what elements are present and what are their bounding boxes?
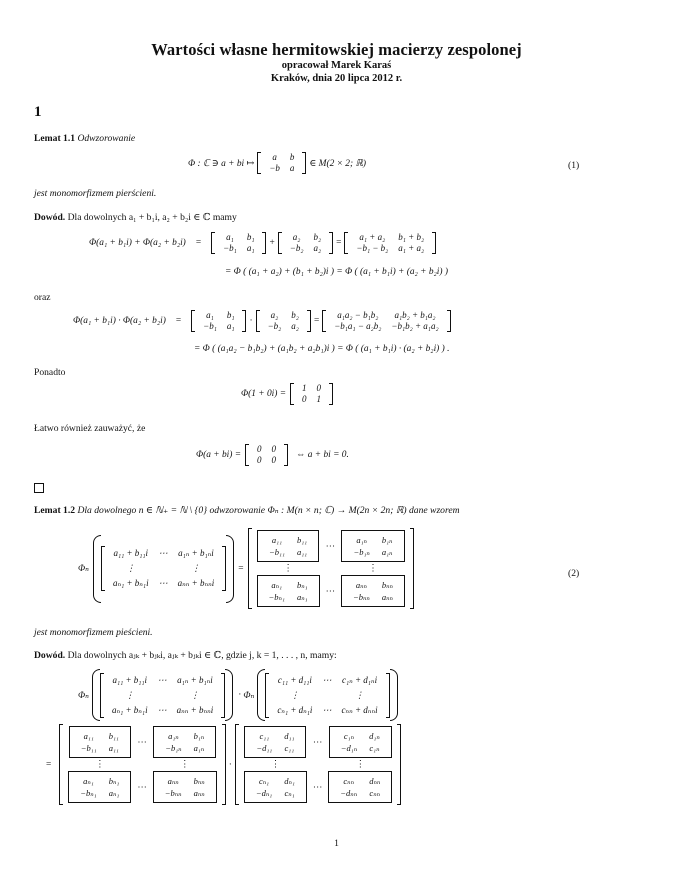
lemma1-statement (34, 133, 135, 145)
lemma2-text: Dla dowolnego n ∈ ℕ₊ = ℕ \ {0} odwzorowanie Φₙ : M(n × n; ℂ) → M(2n × 2n; ℝ) dane wzorem (77, 505, 460, 516)
phi-n-a: Φₙ (78, 690, 89, 701)
phi-n-c: Φₙ (243, 690, 255, 701)
one-lhs: Φ(1 + 0i) = (241, 389, 287, 399)
lemma2-conclusion: jest monomorfizmem pieścieni. (34, 627, 153, 638)
place-date-line: Kraków, dnia 20 lipca 2012 r. (270, 73, 403, 84)
matrix-block: a₁ₙ b₁ₙ −b₁ₙ a₁ₙ (153, 726, 216, 758)
complex-matrix-c: c₁₁ + d₁₁i ⋯ c₁ₙ + d₁ₙi ⋮ ⋮ cₙ₁ + dₙ₁i ⋯ cₙₙ + dₙₙi (265, 673, 389, 718)
lemma1-text: Odwzorowanie (77, 133, 136, 144)
matrix-zero: 0 0 0 0 (245, 444, 288, 466)
proof2-rhs: = a₁₁ b₁₁ −b₁₁ a₁₁ ⋯ a₁ₙ b₁ₙ −b₁ₙ a₁ₙ ⋮ ⋮ aₙ₁ bₙ₁ −bₙ₁ aₙ₁ ⋯ aₙₙ bₙₙ −bₙₙ aₙₙ · c₁₁ d₁₁ −d₁₁ c₁₁ ⋯ c₁ₙ d₁ₙ −d₁ₙ c₁ₙ ⋮ ⋮ cₙ₁ dₙ₁ −dₙ₁ cₙ₁ ⋯ cₙₙ dₙₙ −dₙₙ cₙₙ (46, 724, 401, 805)
lemma2-label: Lemat 1.2 (34, 505, 76, 516)
matrix-m2: a₂ b₂ −b₂ a₂ (278, 232, 333, 254)
identity-equation (241, 383, 333, 405)
matrix-block: a₁ₙ b₁ₙ −b₁ₙ a₁ₙ (341, 530, 404, 562)
complex-matrix-a: a₁₁ + b₁₁i ⋯ a₁ₙ + b₁ₙi ⋮ ⋮ aₙ₁ + bₙ₁i ⋯ aₙₙ + bₙₙi (101, 546, 226, 591)
equation-number-1: (1) (568, 160, 580, 171)
matrix-block: aₙ₁ bₙ₁ −bₙ₁ aₙ₁ (68, 771, 131, 803)
zero-rhs: ⇔ a + bi = 0. (296, 450, 349, 460)
matrix-sum: a₁ + a₂ b₁ + b₂ −b₁ − b₂ a₁ + a₂ (344, 232, 436, 254)
proof2-lhs: Φₙ a₁₁ + b₁₁i ⋯ a₁ₙ + b₁ₙi ⋮ ⋮ aₙ₁ + bₙ₁i ⋯ aₙₙ + bₙₙi · Φₙ c₁₁ + d₁₁i ⋯ c₁ₙ + d₁ₙi ⋮ ⋮ cₙ₁ + dₙ₁i ⋯ cₙₙ + dₙₙi (78, 669, 401, 721)
lemma1-formula-right: ∈ M(2 × 2; ℝ) (309, 158, 367, 169)
matrix-block: cₙ₁ dₙ₁ −dₙ₁ cₙ₁ (244, 771, 307, 803)
matrix-m1: a₁ b₁ −b₁ a₁ (211, 232, 266, 254)
proof2-intro-line (34, 650, 337, 662)
paper-title: Wartości własne hermitowskiej macierzy zespolonej (151, 40, 522, 59)
lemma1-conclusion: jest monomorfizmem pierścieni. (34, 188, 157, 199)
lemma1-label: Lemat 1.1 (34, 133, 76, 144)
matrix-p2: a₂ b₂ −b₂ a₂ (256, 310, 311, 332)
matrix-identity: 1 0 0 1 (290, 383, 333, 405)
block-matrix-a2: a₁₁ b₁₁ −b₁₁ a₁₁ ⋯ a₁ₙ b₁ₙ −b₁ₙ a₁ₙ ⋮ ⋮ aₙ₁ bₙ₁ −bₙ₁ aₙ₁ ⋯ aₙₙ bₙₙ −bₙₙ aₙₙ (59, 724, 225, 805)
block-matrix-a: a₁₁ b₁₁ −b₁₁ a₁₁ ⋯ a₁ₙ b₁ₙ −b₁ₙ a₁ₙ ⋮ ⋮ aₙ₁ bₙ₁ −bₙ₁ aₙ₁ ⋯ aₙₙ bₙₙ −bₙₙ aₙₙ (248, 528, 414, 609)
matrix-block: a₁₁ b₁₁ −b₁₁ a₁₁ (257, 530, 319, 562)
complex-matrix-a2: a₁₁ + b₁₁i ⋯ a₁ₙ + b₁ₙi ⋮ ⋮ aₙ₁ + bₙ₁i ⋯ aₙₙ + bₙₙi (100, 673, 225, 718)
matrix-block: a₁₁ b₁₁ −b₁₁ a₁₁ (69, 726, 131, 758)
proof2-intro: Dla dowolnych aⱼₖ + bⱼₖi, aⱼₖ + bⱼₖi ∈ ℂ, gdzie j, k = 1, . . . , n, mamy: (67, 650, 337, 661)
lemma2-argument (93, 535, 234, 603)
proof2-label: Dowód. (34, 650, 66, 661)
ponadto-text: Ponadto (34, 367, 66, 378)
section-number: 1 (34, 104, 42, 120)
proof1-intro: Dla dowolnych a₁ + b₁i, a₂ + b₂i ∈ ℂ mamy (67, 212, 237, 223)
matrix-block: c₁₁ d₁₁ −d₁₁ c₁₁ (244, 726, 306, 758)
proof1-label: Dowód. (34, 212, 66, 223)
page-number: 1 (334, 838, 339, 849)
phi-n: Φₙ (78, 564, 89, 574)
zero-lhs: Φ(a + bi) = (196, 450, 242, 460)
product-equation: Φ(a₁ + b₁i) · Φ(a₂ + b₂i) = a₁ b₁ −b₁ a₁ · a₂ b₂ −b₂ a₂ = a₁a₂ − b₁b₂ a₁b₂ + b₁a₂ −b₁a₁ − a₂b₂ −b₁b₂ + a₁a₂ (73, 310, 451, 332)
prod-line2: = Φ ( (a₁a₂ − b₁b₂) + (a₁b₂ + a₂b₁)i ) = Φ ( (a₁ + b₁i) · (a₂ + b₂i) ) . (194, 344, 450, 354)
prod-lhs: Φ(a₁ + b₁i) · Φ(a₂ + b₂i) (73, 316, 166, 326)
lemma1-formula-left: Φ : ℂ ∋ a + bi ↦ (188, 158, 255, 169)
matrix-phi-ab: a b −b a (257, 152, 306, 174)
lemma2-statement (34, 505, 460, 517)
sum-line2: = Φ ( (a₁ + a₂) + (b₁ + b₂)i ) = Φ ( (a₁ + b₁i) + (a₂ + b₂i) ) (225, 267, 448, 277)
matrix-block: c₁ₙ d₁ₙ −d₁ₙ c₁ₙ (329, 726, 392, 758)
lemma2-formula: Φₙ a₁₁ + b₁₁i ⋯ a₁ₙ + b₁ₙi ⋮ ⋮ aₙ₁ + bₙ₁i ⋯ aₙₙ + bₙₙi = a₁₁ b₁₁ −b₁₁ a₁₁ ⋯ a₁ₙ b₁ₙ −b₁ₙ a₁ₙ ⋮ ⋮ aₙ₁ bₙ₁ −bₙ₁ aₙ₁ ⋯ aₙₙ bₙₙ −bₙₙ aₙₙ (78, 528, 414, 609)
lemma1-formula (188, 152, 366, 174)
matrix-p1: a₁ b₁ −b₁ a₁ (191, 310, 246, 332)
sum-lhs: Φ(a₁ + b₁i) + Φ(a₂ + b₂i) (89, 238, 186, 248)
matrix-block: aₙₙ bₙₙ −bₙₙ aₙₙ (153, 771, 217, 803)
oraz-text: oraz (34, 292, 51, 303)
matrix-block: aₙₙ bₙₙ −bₙₙ aₙₙ (341, 575, 405, 607)
matrix-product: a₁a₂ − b₁b₂ a₁b₂ + b₁a₂ −b₁a₁ − a₂b₂ −b₁b₂ + a₁a₂ (322, 310, 450, 332)
qed-square-icon (34, 483, 44, 493)
zero-equation (196, 444, 349, 466)
block-matrix-c: c₁₁ d₁₁ −d₁₁ c₁₁ ⋯ c₁ₙ d₁ₙ −d₁ₙ c₁ₙ ⋮ ⋮ cₙ₁ dₙ₁ −dₙ₁ cₙ₁ ⋯ cₙₙ dₙₙ −dₙₙ cₙₙ (235, 724, 401, 805)
author-line: opracował Marek Karaś (281, 60, 392, 71)
sum-equation: Φ(a₁ + b₁i) + Φ(a₂ + b₂i) = a₁ b₁ −b₁ a₁ + a₂ b₂ −b₂ a₂ = a₁ + a₂ b₁ + b₂ −b₁ − b₂ a₁ + a₂ (89, 232, 436, 254)
matrix-block: cₙₙ dₙₙ −dₙₙ cₙₙ (328, 771, 392, 803)
matrix-block: aₙ₁ bₙ₁ −bₙ₁ aₙ₁ (257, 575, 320, 607)
latwo-text: Łatwo również zauważyć, że (34, 423, 146, 434)
equation-number-2: (2) (568, 568, 580, 579)
proof1-intro-line (34, 212, 237, 224)
